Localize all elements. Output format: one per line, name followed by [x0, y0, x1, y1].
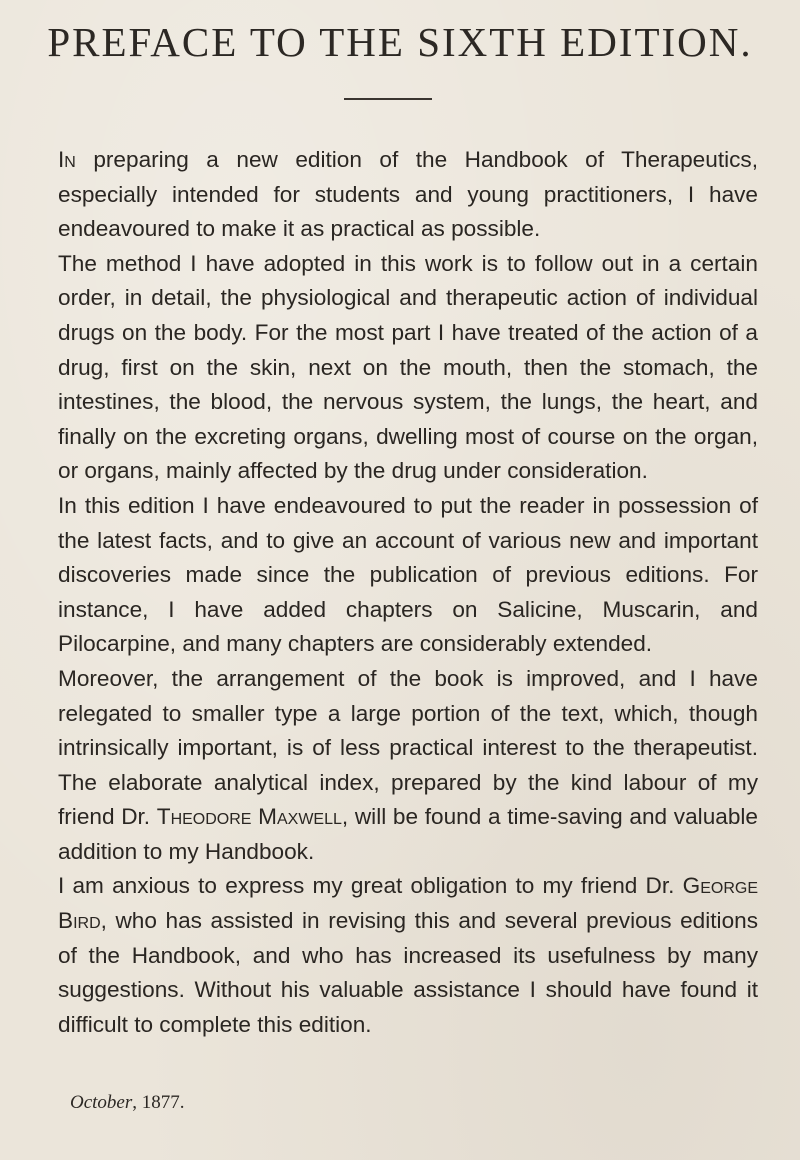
signature-month: October: [70, 1092, 133, 1113]
paragraph-5-text-before: I am anxious to express my great obligation to my friend Dr.: [58, 873, 683, 899]
paragraph-5-text-after: , who has assisted in revising this and several previous editions of the Handbook, and who has increased its usefulness by many suggestions. Without his valuable assistance I should have found it difficult to complete this edition.: [58, 908, 758, 1037]
preface-body: [58, 143, 758, 1042]
paragraph-1-text: preparing a new edition of the Handbook of Therapeutics, especially intended for students and young practitioners, I have endeavoured to make it as practical as possible.: [58, 147, 758, 242]
paragraph-5: [58, 869, 758, 1042]
page-title: PREFACE TO THE SIXTH EDITION.: [47, 19, 753, 65]
title-rule: [344, 98, 432, 100]
paragraph-4-text-after: , will be found a time-saving and valuable addition to my Handbook.: [58, 804, 758, 864]
paragraph-4: [58, 662, 758, 870]
person-name-bird: George Bird: [58, 873, 758, 934]
paragraph-1: [58, 143, 758, 247]
paragraph-4-text-before: Moreover, the arrangement of the book is improved, and I have relegated to smaller type a large portion of the text, which, though intrinsically important, is of less practical interest to the therapeutist. The elaborate analytical index, prepared by the kind labour of my friend Dr.: [58, 665, 758, 830]
lead-small-caps: In: [58, 147, 76, 172]
paragraph-3: In this edition I have endeavoured to put the reader in possession of the latest facts, and to give an account of various new and important discoveries made since the publication of previous editions. For instance, I have added chapters on Salicine, Muscarin, and Pilocarpine, and many chapters are considerably extended.: [58, 492, 758, 657]
paragraph-2: The method I have adopted in this work is to follow out in a certain order, in detail, the physiological and therapeutic action of individual drugs on the body. For the most part I have treated of the action of a drug, first on the skin, next on the mouth, then the stomach, the intestines, the blood, the nervous system, the lungs, the heart, and finally on the excreting organs, dwelling most of course on the organ, or organs, mainly affected by the drug under consideration.: [58, 250, 758, 484]
person-name-maxwell: Theodore Maxwell: [156, 804, 342, 830]
signature-year: , 1877.: [132, 1092, 185, 1113]
date-signature: [70, 1092, 185, 1114]
